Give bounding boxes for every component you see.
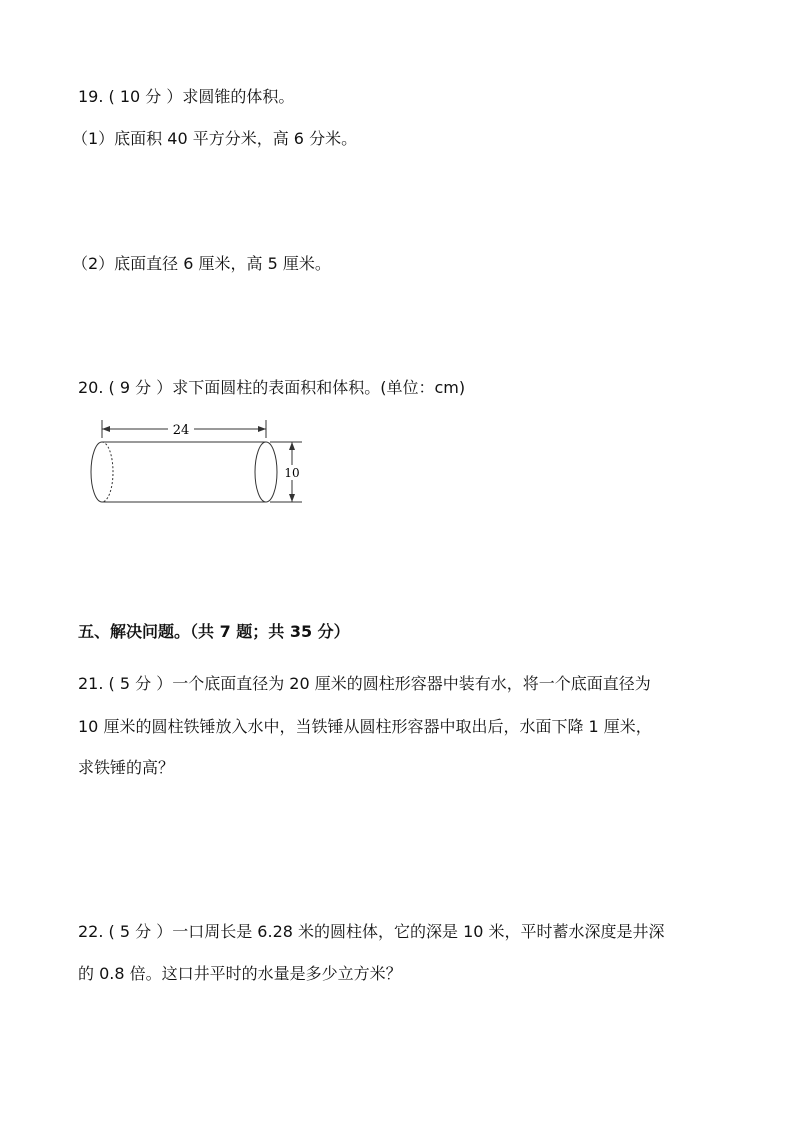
diameter-arrow-top [289, 442, 295, 450]
q22-line2: 的 0.8 倍。这口井平时的水量是多少立方米？ [78, 964, 402, 983]
length-arrow-right [258, 426, 266, 432]
q19-part2: （2）底面直径 6 厘米，高 5 厘米。 [72, 254, 331, 273]
diameter-label: 10 [284, 466, 300, 480]
q19-title: 19. ( 10 分 ）求圆锥的体积。 [78, 87, 295, 106]
cylinder-right-end [255, 442, 277, 502]
q21-line1: 21. ( 5 分 ）一个底面直径为 20 厘米的圆柱形容器中装有水，将一个底面直径为 [78, 674, 651, 693]
length-arrow-left [102, 426, 110, 432]
q20-title: 20. ( 9 分 ）求下面圆柱的表面积和体积。(单位：cm) [78, 378, 466, 397]
diameter-arrow-bottom [289, 494, 295, 502]
cylinder-left-end-hidden [102, 442, 113, 502]
q19-part1: （1）底面积 40 平方分米，高 6 分米。 [72, 129, 358, 148]
q22-line1: 22. ( 5 分 ）一口周长是 6.28 米的圆柱体，它的深是 10 米，平时蓄水深度是井深 [78, 922, 665, 941]
length-label: 24 [172, 423, 190, 438]
q21-line3: 求铁锤的高？ [78, 758, 175, 777]
section5-heading: 五、解决问题。（共 7 题；共 35 分） [78, 622, 350, 641]
cylinder-figure [80, 408, 320, 518]
cylinder-left-end-front [91, 442, 102, 502]
q21-line2: 10 厘米的圆柱铁锤放入水中，当铁锤从圆柱形容器中取出后，水面下降 1 厘米， [78, 717, 652, 736]
